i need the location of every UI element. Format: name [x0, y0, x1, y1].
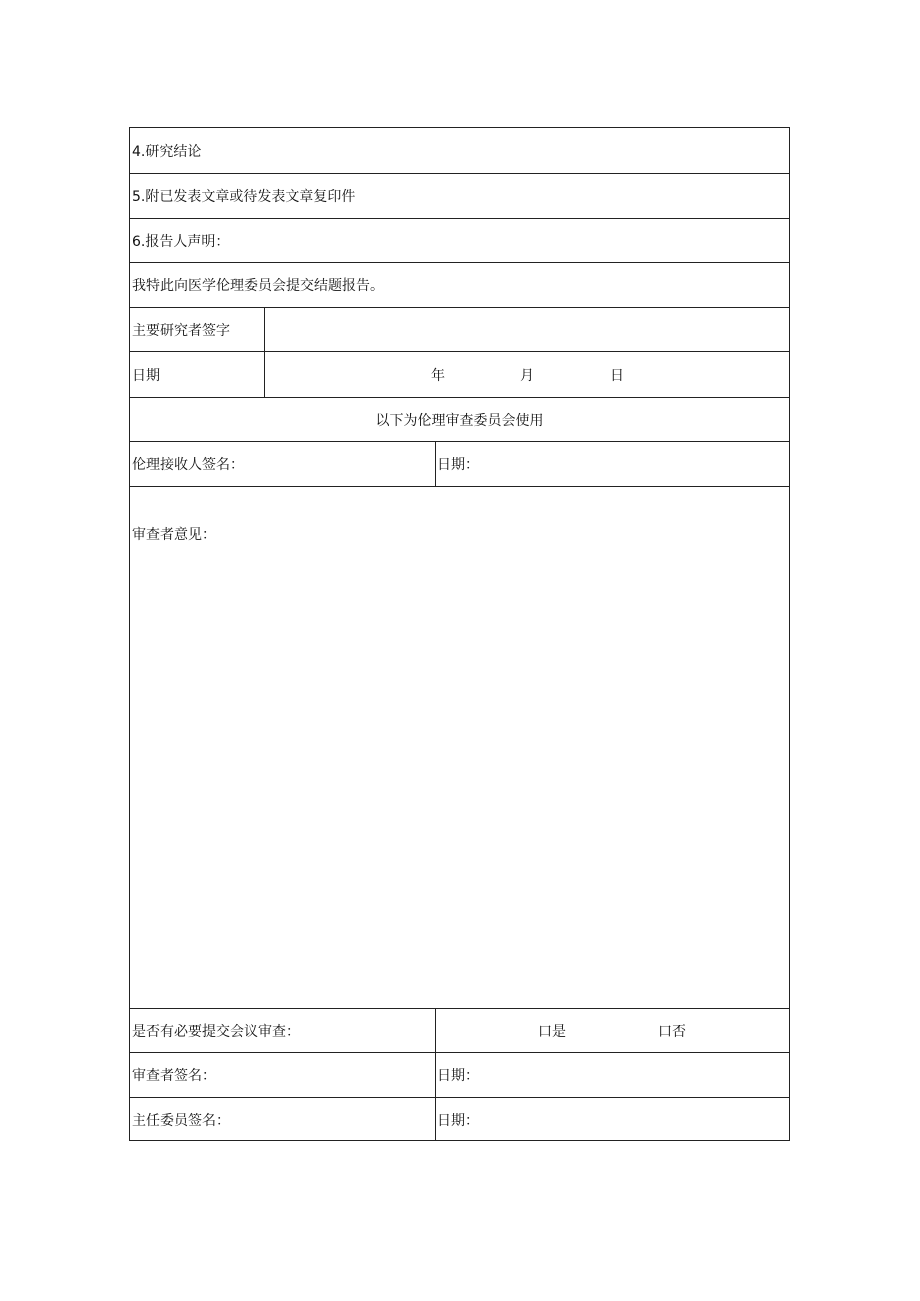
closing-report-form	[129, 127, 790, 1141]
pi-signature-field[interactable]	[265, 308, 789, 351]
column-divider	[435, 1053, 436, 1097]
row-receiver-signature	[130, 441, 789, 486]
row-meeting-review	[130, 1008, 789, 1052]
meeting-review-label: 是否有必要提交会议审查：	[132, 1023, 300, 1040]
chair-date-label[interactable]: 日期：	[437, 1112, 479, 1129]
attached-articles-label: 5.附已发表文章或待发表文章复印件	[132, 189, 356, 205]
row-chair-signature	[130, 1097, 789, 1141]
reporter-statement-label: 6.报告人声明：	[132, 233, 230, 250]
reviewer-date-label[interactable]: 日期：	[437, 1068, 479, 1084]
pi-signature-label: 主要研究者签字	[132, 322, 230, 339]
option-no-checkbox[interactable]: 口否	[658, 1023, 686, 1040]
ethics-section-title: 以下为伦理审查委员会使用	[375, 412, 544, 429]
date-month-label: 月	[520, 367, 534, 384]
row-research-conclusion	[130, 128, 789, 173]
date-field[interactable]	[265, 352, 789, 397]
reviewer-signature-label[interactable]: 审查者签名：	[132, 1068, 216, 1084]
row-date	[130, 351, 789, 397]
column-divider	[435, 442, 436, 486]
row-reviewer-opinion	[130, 486, 789, 1008]
meeting-review-options	[436, 1009, 789, 1052]
option-yes-checkbox[interactable]: 口是	[538, 1023, 566, 1040]
receiver-date-label[interactable]: 日期：	[437, 457, 479, 473]
declaration-text: 我特此向医学伦理委员会提交结题报告。	[132, 278, 384, 294]
row-declaration	[130, 262, 789, 307]
row-pi-signature	[130, 307, 789, 351]
row-reporter-statement	[130, 218, 789, 262]
chair-signature-label[interactable]: 主任委员签名：	[132, 1112, 230, 1129]
column-divider	[435, 1098, 436, 1141]
row-attached-articles	[130, 173, 789, 218]
row-ethics-section-title	[130, 397, 789, 441]
receiver-signature-label[interactable]: 伦理接收人签名：	[132, 457, 244, 473]
row-reviewer-signature	[130, 1052, 789, 1097]
research-conclusion-label: 4.研究结论	[132, 143, 202, 160]
date-day-label: 日	[610, 367, 624, 384]
reviewer-opinion-label[interactable]: 审查者意见：	[132, 527, 216, 543]
date-year-label: 年	[431, 367, 445, 384]
date-label: 日期	[132, 367, 160, 384]
